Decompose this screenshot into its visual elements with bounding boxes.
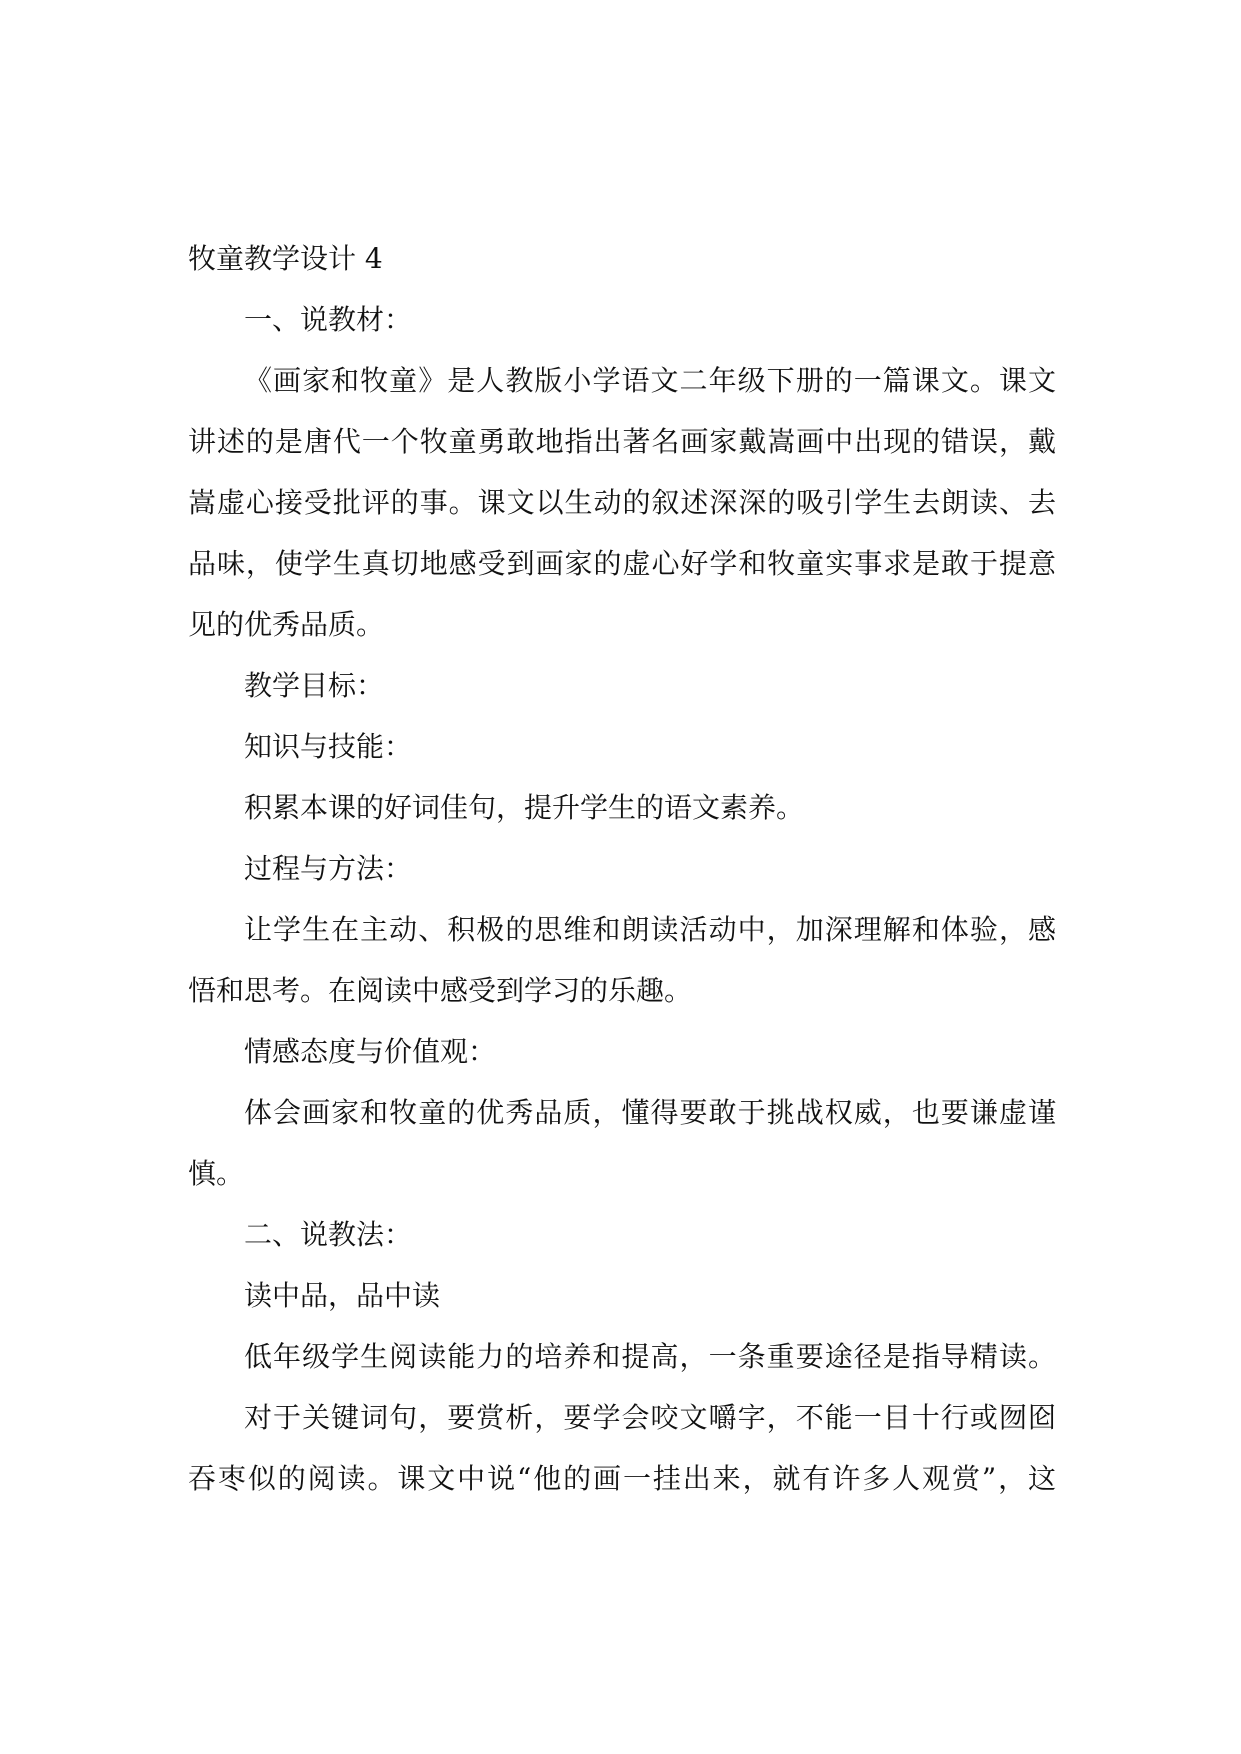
text-line: 品味，使学生真切地感受到画家的虚心好学和牧童实事求是敢于提意: [188, 547, 1056, 580]
text-line: 知识与技能：: [244, 730, 413, 763]
text-line: 读中品，品中读: [244, 1279, 441, 1312]
text-line: 《画家和牧童》是人教版小学语文二年级下册的一篇课文。课文: [244, 364, 1056, 397]
text-line: 让学生在主动、积极的思维和朗读活动中，加深理解和体验，感: [244, 913, 1056, 946]
text-line: 慎。: [188, 1157, 245, 1190]
text-line: 嵩虚心接受批评的事。课文以生动的叙述深深的吸引学生去朗读、去: [188, 486, 1056, 519]
text-line: 情感态度与价值观：: [244, 1035, 497, 1068]
text-line: 见的优秀品质。: [188, 608, 385, 641]
text-line: 悟和思考。在阅读中感受到学习的乐趣。: [188, 974, 693, 1007]
text-line: 积累本课的好词佳句，提升学生的语文素养。: [244, 791, 805, 824]
text-line: 对于关键词句，要赏析，要学会咬文嚼字，不能一目十行或囫囵: [244, 1401, 1056, 1434]
text-line: 低年级学生阅读能力的培养和提高，一条重要途径是指导精读。: [244, 1340, 1056, 1373]
text-line: 过程与方法：: [244, 852, 413, 885]
text-line: 一、说教材：: [244, 303, 413, 336]
text-line: 二、说教法：: [244, 1218, 413, 1251]
text-line: 体会画家和牧童的优秀品质，懂得要敢于挑战权威，也要谦虚谨: [244, 1096, 1056, 1129]
text-line: 吞枣似的阅读。课文中说“他的画一挂出来，就有许多人观赏”，这: [188, 1462, 1056, 1495]
text-line: 讲述的是唐代一个牧童勇敢地指出著名画家戴嵩画中出现的错误，戴: [188, 425, 1056, 458]
document-title: 牧童教学设计 4: [188, 242, 383, 275]
paragraph-lines: [188, 289, 1056, 1509]
text-line: 教学目标：: [244, 669, 385, 702]
document-body: [188, 228, 1056, 1509]
